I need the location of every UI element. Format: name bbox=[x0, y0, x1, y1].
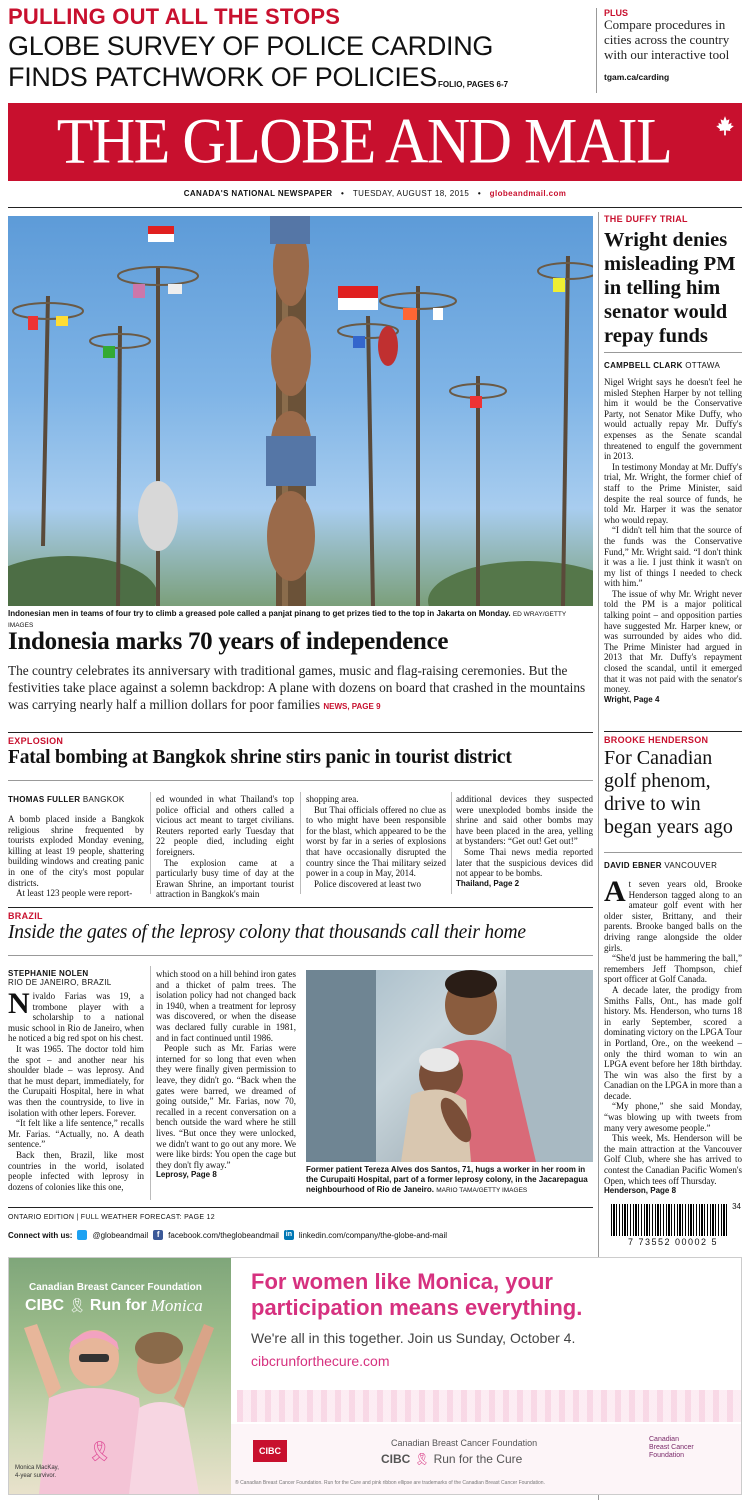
barcode bbox=[603, 1202, 743, 1248]
lead-photo[interactable] bbox=[8, 216, 593, 606]
masthead-dateline: CANADA'S NATIONAL NEWSPAPER • TUESDAY, AUGUST 18, 2015 • globeandmail.com bbox=[183, 189, 567, 198]
footer-rule bbox=[8, 1207, 593, 1208]
folio-ref[interactable]: FOLIO, PAGES 6-7 bbox=[438, 80, 509, 89]
brazil-photo-caption bbox=[306, 1165, 593, 1196]
connect-label: Connect with us: bbox=[8, 1230, 73, 1240]
ad-right-logo-1: Canadian bbox=[649, 1436, 679, 1443]
explosion-col1-p1: A bomb placed inside a Bangkok religious shrine frequented by tourists exploded Monday evening, killing at least 19 people, shattering building windows and creating panic in one of the city's most popular districts. bbox=[8, 814, 144, 888]
golf-dateline: VANCOUVER bbox=[664, 861, 718, 870]
brazil-photo-caption-text: Former patient Tereza Alves dos Santos, 71, hugs a worker in her room in the Curupaiti Hospital, part of a former leprosy colony, in the Jacarepagua neighbourhood of Rio de Janeiro. bbox=[306, 1165, 588, 1194]
golf-author: DAVID EBNER bbox=[604, 861, 662, 870]
brazil-byline bbox=[8, 969, 112, 987]
brazil-col2 bbox=[156, 969, 296, 1181]
explosion-col3-p3: Police discovered at least two bbox=[314, 878, 421, 889]
explosion-headline[interactable]: Fatal bombing at Bangkok shrine stirs panic in tourist district bbox=[8, 747, 512, 768]
ad-run-for: Run for bbox=[89, 1297, 147, 1314]
ad-monica-script: Monica bbox=[150, 1296, 203, 1315]
barcode-digits: 7 73552 00002 5 bbox=[627, 1237, 719, 1247]
golf-headline[interactable]: For Canadian golf phenom, drive to win began years ago bbox=[604, 747, 733, 838]
duffy-rule bbox=[604, 352, 742, 353]
ad-trademark: ® Canadian Breast Cancer Foundation. Run for the Cure and pink ribbon ellipse are trademarks of the Canadian Breast Cancer Foundation. bbox=[235, 1480, 545, 1486]
brazil-dropcap: N bbox=[8, 987, 30, 1020]
plus-label: PLUS bbox=[604, 8, 629, 18]
duffy-p4: The issue of why Mr. Wright never told the PM is a major political talking point – and opposition parties have suggested Mr. Harper knew, or was surrounded by aides who did. The Prime Minister had argued in 2013 that Mr. Duffy's repayment closed the scandal, until it emerged that it was not paid with the senator's money. bbox=[604, 588, 742, 695]
explosion-col4-p2: Some Thai news media reported later that the suspicious devices did not appear to be bombs. bbox=[456, 846, 593, 879]
plus-url[interactable]: tgam.ca/carding bbox=[604, 72, 670, 82]
ad-bottom-run-label: Run for the Cure bbox=[433, 1452, 523, 1466]
duffy-dateline: OTTAWA bbox=[685, 361, 721, 370]
lead-deck bbox=[8, 662, 593, 715]
brazil-dateline: RIO DE JANEIRO, BRAZIL bbox=[8, 978, 112, 987]
explosion-col3-p1: shopping area. bbox=[306, 794, 359, 804]
explosion-rule bbox=[8, 732, 593, 733]
ad-right-logo bbox=[649, 1436, 694, 1460]
golf-ref[interactable]: Henderson, Page 8 bbox=[604, 1186, 677, 1196]
twitter-handle[interactable]: @globeandmail bbox=[92, 1230, 149, 1240]
lead-photo-illustration bbox=[8, 216, 593, 606]
explosion-col-divider-3 bbox=[451, 792, 452, 894]
golf-p5: This week, Ms. Henderson will be the main attraction at the Vancouver Golf Club, where she has arrived to contest the Canadian Pacific Women's Open, which tees off Thursday. bbox=[604, 1133, 742, 1186]
brazil-col2-p2: People such as Mr. Farias were interned for so long that even when they were finally given permission to leave, they didn't go. “Back when the gates were barred, we dreamed of going outside,” Mr. Farias, now 70, recalled in a recent conversation on a bench outside the ward where he still lives. “But once they were unlocked, we didn't want to go out any more. We were like birds: You open the cage but they don't fly away.” bbox=[156, 1043, 296, 1170]
duffy-kicker: THE DUFFY TRIAL bbox=[604, 214, 688, 224]
golf-p1: t seven years old, Brooke Henderson tagged along to an amateur golf event with her older sister, Brittany, and their parents. Brooke banged balls on the driving range alongside the older girls. bbox=[604, 879, 742, 953]
brazil-photo-illustration bbox=[306, 970, 593, 1162]
facebook-icon: f bbox=[153, 1230, 163, 1240]
explosion-col4-p1: additional devices they suspected were unexploded bombs inside the shrine and said other bombs may have been placed in the area, yelling at bystanders: “Get out! Get out!” bbox=[456, 794, 593, 847]
masthead-date: TUESDAY, AUGUST 18, 2015 bbox=[352, 189, 470, 198]
duffy-p3: “I didn't tell him that the source of the funds was the Conservative Fund,” Mr. Wright said. “I don't think it was a lie. I just think it wasn't on my list of things I needed to check with him.” bbox=[604, 525, 742, 589]
explosion-col3-p2: But Thai officials offered no clue as to who might have been responsible for the blast, which appeared to be the worst by far in a series of explosions that have occasionally disrupted the country since the Thai military seized power in a coup in May, 2014. bbox=[306, 804, 446, 879]
explosion-byline bbox=[8, 795, 125, 804]
ad-cibc-small: CIBC bbox=[25, 1297, 65, 1314]
barcode-bars bbox=[611, 1204, 729, 1236]
masthead[interactable] bbox=[8, 103, 742, 181]
bottom-ribbon-icon: 🎗 bbox=[414, 1452, 430, 1466]
barcode-issue: 34 bbox=[732, 1202, 741, 1211]
explosion-col2-p2: The explosion came at a particularly busy time of day at the Erawan Shrine, an important tourist attraction in Bangkok's main bbox=[156, 857, 294, 900]
brazil-col1-p4: Back then, Brazil, like most countries in the world, isolated people infected with leprosy in dozens of colonies like this one, bbox=[8, 1149, 144, 1192]
golf-byline bbox=[604, 861, 717, 870]
ad-photo-caption-2: 4-year survivor. bbox=[15, 1473, 57, 1479]
explosion-col1 bbox=[8, 814, 144, 899]
ad-photo-caption-1: Monica MacKay, bbox=[15, 1465, 59, 1471]
explosion-col2-p1: ed wounded in what Thailand's top police official and others called a vicious act meant to target civilians. Reuters reported early Tuesday that 22 people died, including eight foreigners. bbox=[156, 794, 294, 857]
golf-dropcap: A bbox=[604, 875, 626, 908]
explosion-col3 bbox=[306, 794, 446, 889]
topper-kicker[interactable]: PULLING OUT ALL THE STOPS bbox=[8, 4, 341, 29]
duffy-p2: In testimony Monday at Mr. Duffy's trial, Mr. Wright, the former chief of staff to the Prime Minister, said despite the real source of funds, he told Mr. Harper it was the senator who would repay. bbox=[604, 461, 742, 525]
explosion-kicker: EXPLOSION bbox=[8, 736, 64, 746]
brazil-rule bbox=[8, 907, 593, 908]
golf-rule bbox=[604, 852, 742, 853]
lead-ref[interactable]: NEWS, PAGE 9 bbox=[323, 702, 381, 711]
brazil-ref[interactable]: Leprosy, Page 8 bbox=[156, 1170, 217, 1180]
cibc-ad[interactable] bbox=[8, 1257, 742, 1495]
masthead-tagline: CANADA'S NATIONAL NEWSPAPER bbox=[183, 189, 333, 198]
brazil-col1 bbox=[8, 987, 144, 1192]
twitter-icon bbox=[77, 1230, 87, 1240]
explosion-col-divider-1 bbox=[150, 792, 151, 894]
edition-line: ONTARIO EDITION | FULL WEATHER FORECAST: PAGE 12 bbox=[8, 1214, 215, 1221]
topper-headline-1[interactable]: GLOBE SURVEY OF POLICE CARDING bbox=[8, 31, 494, 61]
golf-p4: “My phone,” she said Monday, “was blowing up with tweets from many very awesome people.” bbox=[604, 1101, 742, 1133]
ad-right-logo-2: Breast Cancer bbox=[649, 1444, 694, 1451]
brazil-col1-p2: It was 1965. The doctor told him the spot – and another near his shoulder blade – was leprosy. And that he must depart, immediately, for the Curupaiti Hospital, here in what was then the countryside, to live in isolation with other lepers. Forever. bbox=[8, 1043, 144, 1118]
brazil-photo[interactable] bbox=[306, 970, 593, 1162]
ad-runners-band bbox=[237, 1390, 741, 1422]
brazil-headline[interactable]: Inside the gates of the leprosy colony that thousands call their home bbox=[8, 922, 526, 943]
explosion-col-divider-2 bbox=[300, 792, 301, 894]
explosion-ref[interactable]: Thailand, Page 2 bbox=[456, 878, 520, 888]
ad-url[interactable]: cibcrunforthecure.com bbox=[251, 1353, 390, 1369]
lead-deck-text: The country celebrates its anniversary with traditional games, music and flag-raising ceremonies. But the festivities take place against a solemn backdrop: A plane with dozens on board that crashed in the mountains was carrying nearly half a million dollars for poor families bbox=[8, 663, 586, 712]
lead-headline[interactable]: Indonesia marks 70 years of independence bbox=[8, 628, 449, 655]
duffy-ref[interactable]: Wright, Page 4 bbox=[604, 694, 660, 704]
golf-p3: A decade later, the prodigy from Smiths Falls, Ont., has made golf history. Ms. Henderson, who turns 18 in early September, scored a dominating victory on the LPGA Tour in Portland, Ore., on the weekend – only the third woman to win an LPGA event before her 18th birthday. The win was also the first by a Canadian on the LPGA in more than a decade. bbox=[604, 984, 742, 1101]
connect-bar bbox=[8, 1230, 447, 1240]
ad-right-logo-3: Foundation bbox=[649, 1452, 685, 1459]
brazil-col2-p1: which stood on a hill behind iron gates and a thicket of palm trees. The isolation policy had not changed back in 1940, when a treatment for leprosy was discovered, or when the disease was declared fully curable in 1981, and in fact continued until 1986. bbox=[156, 969, 296, 1043]
explosion-dateline: BANGKOK bbox=[82, 795, 125, 804]
topper-divider bbox=[596, 8, 597, 93]
ad-bottom-foundation: Canadian Breast Cancer Foundation bbox=[391, 1438, 538, 1448]
explosion-author: THOMAS FULLER bbox=[8, 795, 81, 804]
explosion-col4 bbox=[456, 794, 593, 889]
duffy-author: CAMPBELL CLARK bbox=[604, 361, 683, 370]
ad-cibc-logo: CIBC bbox=[253, 1440, 287, 1462]
masthead-site[interactable]: globeandmail.com bbox=[489, 189, 567, 198]
duffy-end-rule bbox=[604, 731, 742, 732]
masthead-rule bbox=[8, 207, 742, 208]
brazil-photo-credit: MARIO TAMA/GETTY IMAGES bbox=[436, 1187, 528, 1194]
brazil-author: STEPHANIE NOLEN bbox=[8, 969, 89, 978]
lead-photo-caption-text: Indonesian men in teams of four try to climb a greased pole called a panjat pinang to get prizes tied to the top in Jakarta on Monday. bbox=[8, 609, 511, 618]
duffy-body bbox=[604, 377, 742, 705]
maple-leaf-icon bbox=[714, 115, 736, 137]
brazil-kicker: BRAZIL bbox=[8, 911, 43, 921]
plus-text[interactable]: Compare procedures in cities across the country with our interactive tool bbox=[604, 17, 730, 62]
masthead-title: THE GLOBE AND MAIL bbox=[56, 105, 672, 177]
explosion-col2 bbox=[156, 794, 294, 900]
brazil-col1-p3: “It felt like a life sentence,” recalls Mr. Farias. “Actually, no. A death sentence.” bbox=[8, 1118, 144, 1150]
duffy-byline bbox=[604, 361, 720, 370]
ad-bottom-cibc: CIBC bbox=[381, 1452, 411, 1466]
svg-text:🎗: 🎗 bbox=[87, 1441, 113, 1463]
explosion-headline-rule bbox=[8, 780, 593, 781]
golf-body bbox=[604, 875, 742, 1197]
duffy-headline[interactable]: Wright denies misleading PM in telling him senator would repay funds bbox=[604, 229, 736, 347]
ad-subline: We're all in this together. Join us Sunday, October 4. bbox=[251, 1330, 576, 1346]
ribbon-icon: 🎗 bbox=[68, 1298, 86, 1314]
brazil-headline-rule bbox=[8, 955, 593, 956]
topper-headline-2[interactable]: FINDS PATCHWORK OF POLICIES bbox=[8, 62, 437, 92]
ad-headline: For women like Monica, your participation means everything. bbox=[251, 1269, 583, 1320]
duffy-p1: Nigel Wright says he doesn't feel he misled Stephen Harper by not telling him it would be the Conservative Party, not Senator Mike Duffy, who would actually repay Mr. Duffy's expenses as the Senate scandal threatened to engulf the government in 2013. bbox=[604, 377, 742, 462]
ad-bottom-run bbox=[381, 1452, 522, 1466]
golf-kicker: BROOKE HENDERSON bbox=[604, 735, 709, 745]
facebook-link[interactable]: facebook.com/theglobeandmail bbox=[168, 1230, 279, 1240]
ad-photo bbox=[9, 1258, 231, 1494]
ad-photo-caption bbox=[15, 1464, 59, 1480]
brazil-col-divider bbox=[150, 966, 151, 1200]
ad-foundation-label: Canadian Breast Cancer Foundation bbox=[29, 1282, 202, 1293]
linkedin-icon: in bbox=[285, 1231, 293, 1238]
lead-photo-credit: ED WRAY/GETTY IMAGES bbox=[8, 611, 567, 629]
ad-photo-illustration bbox=[9, 1258, 231, 1494]
explosion-col1-p2: At least 123 people were report- bbox=[16, 888, 133, 899]
linkedin-link[interactable]: linkedin.com/company/the-globe-and-mail bbox=[298, 1230, 447, 1240]
brazil-col1-p1: ivaldo Farias was 19, a trombone player with a scholarship to a national music school in Rio de Janeiro, when he noticed a big red spot on his chest. bbox=[8, 991, 144, 1044]
golf-p2: “She'd just be hammering the ball,” remembers Jeff Thompson, chief sport officer at Golf Canada. bbox=[604, 953, 742, 985]
